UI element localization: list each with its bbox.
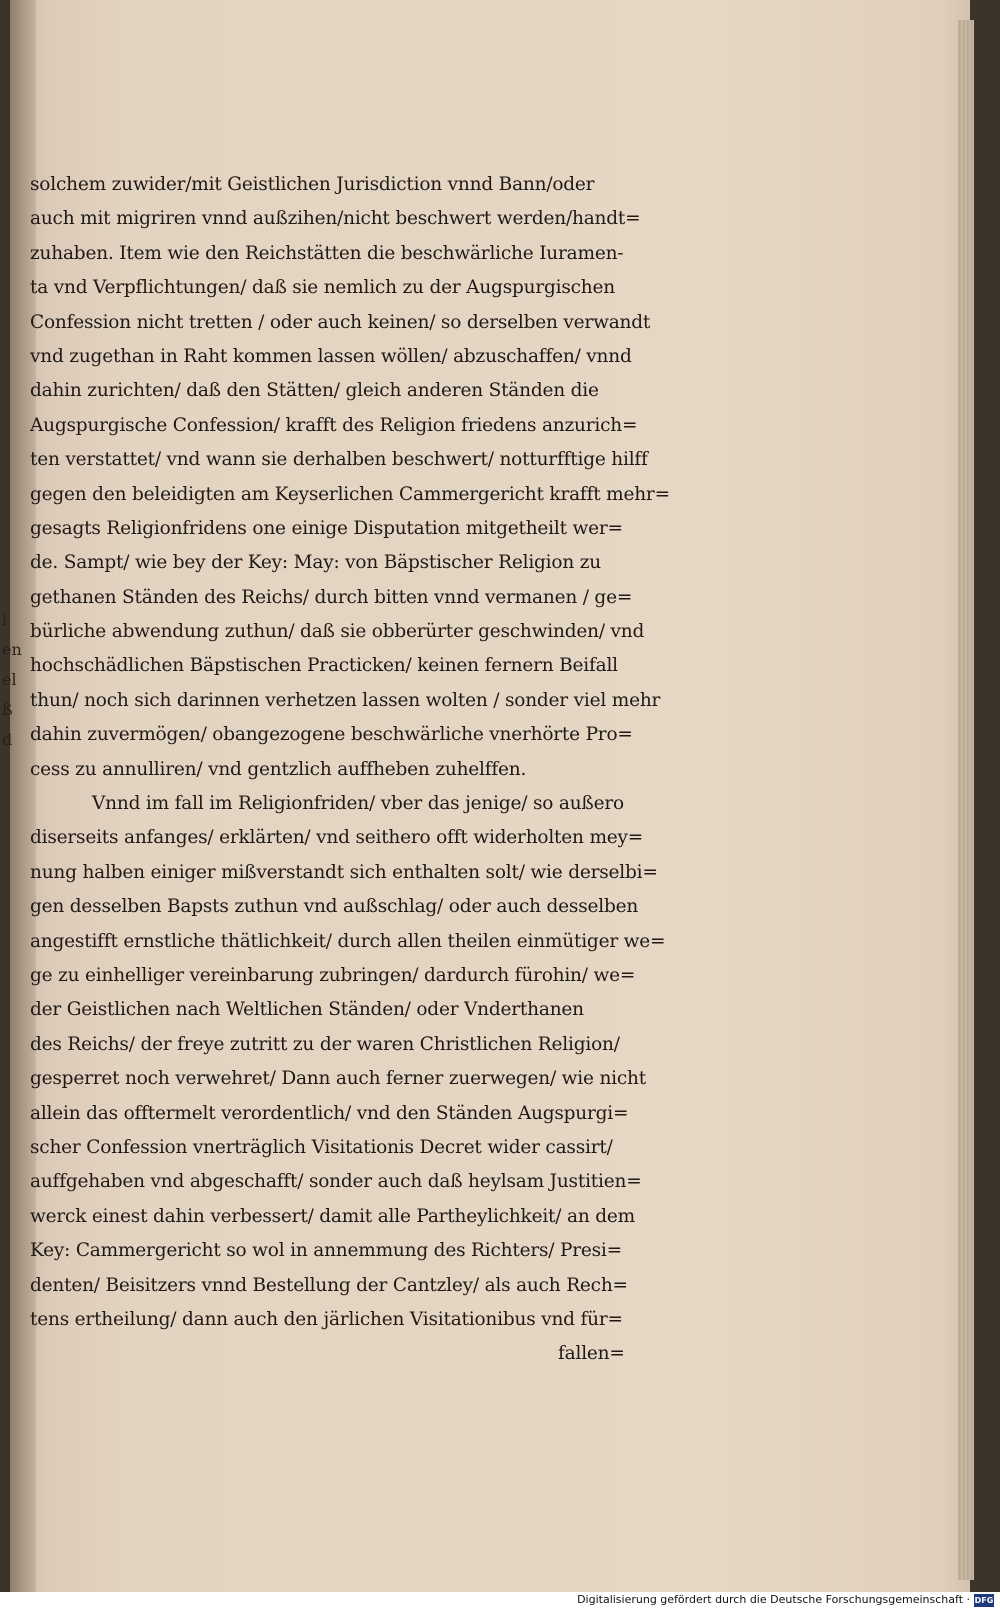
margin-fragment: el [2,670,17,689]
text-line: dahin zuvermögen/ obangezogene beschwärliche vnerhörte Pro= [30,724,633,746]
text-line: der Geistlichen nach Weltlichen Ständen/ oder Vnderthanen [30,999,584,1021]
facing-page-margin-fragments [2,610,22,760]
catchword: fallen= [558,1343,625,1365]
margin-fragment: ß [2,700,13,719]
text-line: werck einest dahin verbessert/ damit alle Partheylichkeit/ an dem [30,1205,635,1227]
text-line: gegen den beleidigten am Keyserlichen Cammergericht krafft mehr= [30,483,670,505]
text-line: gesperret noch verwehret/ Dann auch ferner zuerwegen/ wie nicht [30,1068,646,1090]
text-line: bürliche abwendung zuthun/ daß sie obberürter geschwinden/ vnd [30,621,645,643]
text-line: ten verstattet/ vnd wann sie derhalben beschwert/ notturfftige hilff [30,449,648,471]
text-line: hochschädlichen Bäpstischen Practicken/ keinen fernern Beifall [30,655,618,677]
text-line: gethanen Ständen des Reichs/ durch bitten vnnd vermanen / ge= [30,586,633,608]
text-line: Key: Cammergericht so wol in annemmung des Richters/ Presi= [30,1240,622,1262]
text-line: Augspurgische Confession/ krafft des Religion friedens anzurich= [30,414,638,436]
text-line: thun/ noch sich darinnen verhetzen lassen wolten / sonder viel mehr [30,689,661,711]
text-line: tens ertheilung/ dann auch den järlichen Visitationibus vnd für= [30,1308,623,1330]
text-line: denten/ Beisitzers vnnd Bestellung der Cantzley/ als auch Rech= [30,1274,628,1296]
text-line: dahin zurichten/ daß den Stätten/ gleich anderen Ständen die [30,380,599,402]
text-line: auch mit migriren vnnd außzihen/nicht beschwert werden/handt= [30,208,641,230]
text-line: allein das offtermelt verordentlich/ vnd den Ständen Augspurgi= [30,1102,629,1124]
dfg-logo: DFG [974,1596,994,1605]
text-line: auffgehaben vnd abgeschafft/ sonder auch daß heylsam Justitien= [30,1171,642,1193]
text-line: solchem zuwider/mit Geistlichen Jurisdiction vnnd Bann/oder [30,174,595,195]
text-line: gesagts Religionfridens one einige Disputation mitgetheilt wer= [30,517,623,539]
page-fore-edge [958,20,974,1580]
margin-fragment: d [2,730,13,749]
margin-fragment: l [2,610,8,629]
text-line: des Reichs/ der freye zutritt zu der waren Christlichen Religion/ [30,1033,620,1055]
text-line: Confession nicht tretten / oder auch keinen/ so derselben verwandt [30,311,651,333]
text-line: ge zu einhelliger vereinbarung zubringen/ dardurch fürohin/ we= [30,964,636,986]
text-line: angestifft ernstliche thätlichkeit/ durch allen theilen einmütiger we= [30,930,666,952]
text-line: scher Confession vnerträglich Visitationis Decret wider cassirt/ [30,1136,613,1158]
text-line: nung halben einiger mißverstandt sich enthalten solt/ wie derselbi= [30,861,658,883]
text-line: de. Sampt/ wie bey der Key: May: von Bäpstischer Religion zu [30,552,601,574]
text-line: gen desselben Bapsts zuthun vnd außschlag/ oder auch desselben [30,896,639,918]
text-line: cess zu annulliren/ vnd gentzlich auffheben zuhelffen. [30,758,527,780]
text-line: ta vnd Verpflichtungen/ daß sie nemlich zu der Augspurgischen [30,277,615,299]
text-block [30,168,720,1372]
text-line: vnd zugethan in Raht kommen lassen wöllen/ abzuschaffen/ vnnd [30,345,632,367]
text-line: diserseits anfanges/ erklärten/ vnd seithero offt widerholten mey= [30,827,644,849]
text-line: zuhaben. Item wie den Reichstätten die beschwärliche Iuramen- [30,242,624,264]
digitization-credit: Digitalisierung gefördert durch die Deutsche Forschungsgemeinschaft · [577,1593,970,1606]
text-line: Vnnd im fall im Religionfriden/ vber das jenige/ so außero [92,793,624,815]
margin-fragment: en [2,640,22,659]
